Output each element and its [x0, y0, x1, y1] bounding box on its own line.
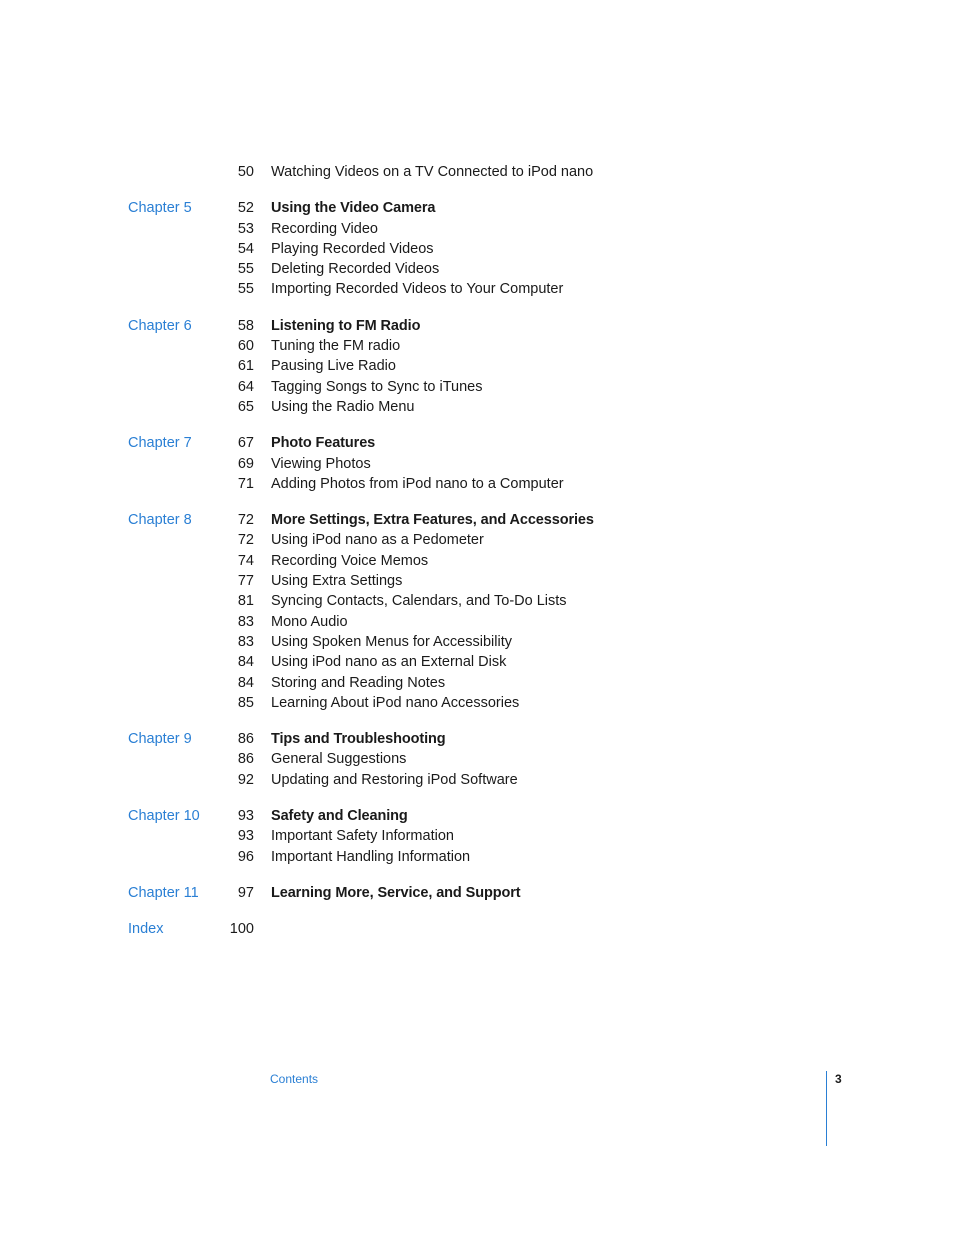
toc-entry-row[interactable]: [0, 826, 954, 846]
page-number: 86: [237, 731, 254, 748]
section-title[interactable]: Important Safety Information: [271, 828, 454, 845]
toc-section: [0, 162, 954, 182]
toc-section: [0, 198, 954, 299]
chapter-label[interactable]: Index: [128, 921, 164, 938]
toc-entry-row[interactable]: [0, 397, 954, 417]
section-title[interactable]: General Suggestions: [271, 751, 407, 768]
page-number: 64: [237, 378, 254, 395]
toc-entry-row[interactable]: [0, 749, 954, 769]
page-number: 53: [237, 220, 254, 237]
toc-chapter-heading-row[interactable]: [0, 883, 954, 903]
toc-entry-row[interactable]: [0, 454, 954, 474]
toc-entry-row[interactable]: [0, 474, 954, 494]
page-number: 84: [237, 674, 254, 691]
toc-section: [0, 433, 954, 494]
toc-entry-row[interactable]: [0, 612, 954, 632]
chapter-title[interactable]: Using the Video Camera: [271, 200, 436, 217]
toc-entry-row[interactable]: [0, 770, 954, 790]
page-number: 67: [237, 435, 254, 452]
toc-section: [0, 806, 954, 867]
section-title[interactable]: Viewing Photos: [271, 455, 371, 472]
toc-chapter-heading-row[interactable]: [0, 510, 954, 530]
section-title[interactable]: Important Handling Information: [271, 848, 471, 865]
chapter-label[interactable]: Chapter 5: [128, 200, 192, 217]
chapter-label[interactable]: Chapter 8: [128, 512, 192, 529]
chapter-title[interactable]: Learning More, Service, and Support: [271, 884, 521, 901]
toc-chapter-heading-row[interactable]: [0, 806, 954, 826]
toc-entry-row[interactable]: [0, 239, 954, 259]
section-title[interactable]: Deleting Recorded Videos: [271, 261, 440, 278]
page-number: 52: [237, 200, 254, 217]
toc-entry-row[interactable]: [0, 377, 954, 397]
toc-section: [0, 883, 954, 903]
toc-entry-row[interactable]: [0, 219, 954, 239]
toc-section: [0, 510, 954, 713]
page-number: 69: [237, 455, 254, 472]
page-number: 97: [237, 884, 254, 901]
toc-entry-row[interactable]: [0, 336, 954, 356]
toc-chapter-heading-row[interactable]: [0, 198, 954, 218]
page-number: 92: [237, 771, 254, 788]
chapter-label[interactable]: Chapter 10: [128, 808, 200, 825]
section-title[interactable]: Watching Videos on a TV Connected to iPod nano: [271, 164, 594, 180]
section-title[interactable]: Mono Audio: [271, 613, 348, 630]
footer-divider: [826, 1071, 827, 1146]
toc-entry-row[interactable]: [0, 673, 954, 693]
page-number: 100: [229, 921, 254, 938]
section-title[interactable]: Using Extra Settings: [271, 573, 403, 590]
section-title[interactable]: Pausing Live Radio: [271, 358, 396, 375]
page-number: 61: [237, 358, 254, 375]
toc-section: [0, 316, 954, 417]
toc-entry-row[interactable]: [0, 356, 954, 376]
page-number: 72: [237, 532, 254, 549]
section-title[interactable]: Tuning the FM radio: [271, 338, 401, 355]
section-title[interactable]: Using iPod nano as an External Disk: [271, 654, 507, 671]
page-number: 81: [237, 593, 254, 610]
page-number: 83: [237, 633, 254, 650]
toc-chapter-heading-row[interactable]: [0, 316, 954, 336]
toc-chapter-heading-row[interactable]: [0, 433, 954, 453]
section-title[interactable]: Syncing Contacts, Calendars, and To-Do Lists: [271, 593, 567, 610]
chapter-title[interactable]: Safety and Cleaning: [271, 808, 408, 825]
toc-entry-row[interactable]: [0, 847, 954, 867]
footer-page-number: 3: [835, 1072, 842, 1086]
page-number: 55: [237, 281, 254, 298]
page-number: 83: [237, 613, 254, 630]
page-number: 85: [237, 694, 254, 711]
toc-entry-row[interactable]: [0, 279, 954, 299]
toc-entry-row[interactable]: [0, 919, 954, 939]
toc-entry-row[interactable]: [0, 632, 954, 652]
section-title[interactable]: Playing Recorded Videos: [271, 240, 434, 257]
section-title[interactable]: Recording Video: [271, 220, 378, 237]
chapter-label[interactable]: Chapter 9: [128, 731, 192, 748]
section-title[interactable]: Storing and Reading Notes: [271, 674, 446, 691]
toc-section: [0, 729, 954, 790]
section-title[interactable]: Tagging Songs to Sync to iTunes: [271, 378, 483, 395]
section-title[interactable]: Learning About iPod nano Accessories: [271, 694, 520, 711]
toc-entry-row[interactable]: [0, 162, 954, 182]
section-title[interactable]: Using the Radio Menu: [271, 398, 415, 415]
toc-entry-row[interactable]: [0, 693, 954, 713]
page-number: 60: [237, 338, 254, 355]
toc-entry-row[interactable]: [0, 530, 954, 550]
page-number: 86: [237, 751, 254, 768]
footer-section-label: Contents: [270, 1072, 319, 1086]
page-number: 50: [237, 164, 254, 180]
toc-entry-row[interactable]: [0, 259, 954, 279]
page-number: 93: [237, 828, 254, 845]
page-number: 93: [237, 808, 254, 825]
section-title[interactable]: Using iPod nano as a Pedometer: [271, 532, 484, 549]
chapter-title[interactable]: Tips and Troubleshooting: [271, 731, 446, 748]
chapter-title[interactable]: Photo Features: [271, 435, 376, 452]
section-title[interactable]: Updating and Restoring iPod Software: [271, 771, 518, 788]
section-title[interactable]: Adding Photos from iPod nano to a Computer: [271, 475, 564, 492]
page-number: 96: [237, 848, 254, 865]
chapter-label[interactable]: Chapter 6: [128, 317, 192, 334]
page-number: 72: [237, 512, 254, 529]
chapter-title[interactable]: More Settings, Extra Features, and Accessories: [271, 512, 594, 529]
section-title[interactable]: Recording Voice Memos: [271, 552, 429, 569]
toc-chapter-heading-row[interactable]: [0, 729, 954, 749]
chapter-title[interactable]: Listening to FM Radio: [271, 317, 421, 334]
toc-entry-row[interactable]: [0, 551, 954, 571]
toc-section: [0, 919, 954, 939]
toc-entry-row[interactable]: [0, 652, 954, 672]
section-title[interactable]: Using Spoken Menus for Accessibility: [271, 633, 512, 650]
page-number: 84: [237, 654, 254, 671]
page-number: 74: [237, 552, 254, 569]
toc-entry-row[interactable]: [0, 571, 954, 591]
page-number: 65: [237, 398, 254, 415]
page-number: 54: [237, 240, 254, 257]
section-title[interactable]: Importing Recorded Videos to Your Computer: [271, 281, 564, 298]
chapter-label[interactable]: Chapter 7: [128, 435, 192, 452]
toc-entry-row[interactable]: [0, 591, 954, 611]
page-number: 77: [237, 573, 254, 590]
page-number: 55: [237, 261, 254, 278]
table-of-contents: [0, 162, 954, 956]
page-number: 71: [237, 475, 254, 492]
page-number: 58: [237, 317, 254, 334]
chapter-label[interactable]: Chapter 11: [128, 884, 199, 901]
